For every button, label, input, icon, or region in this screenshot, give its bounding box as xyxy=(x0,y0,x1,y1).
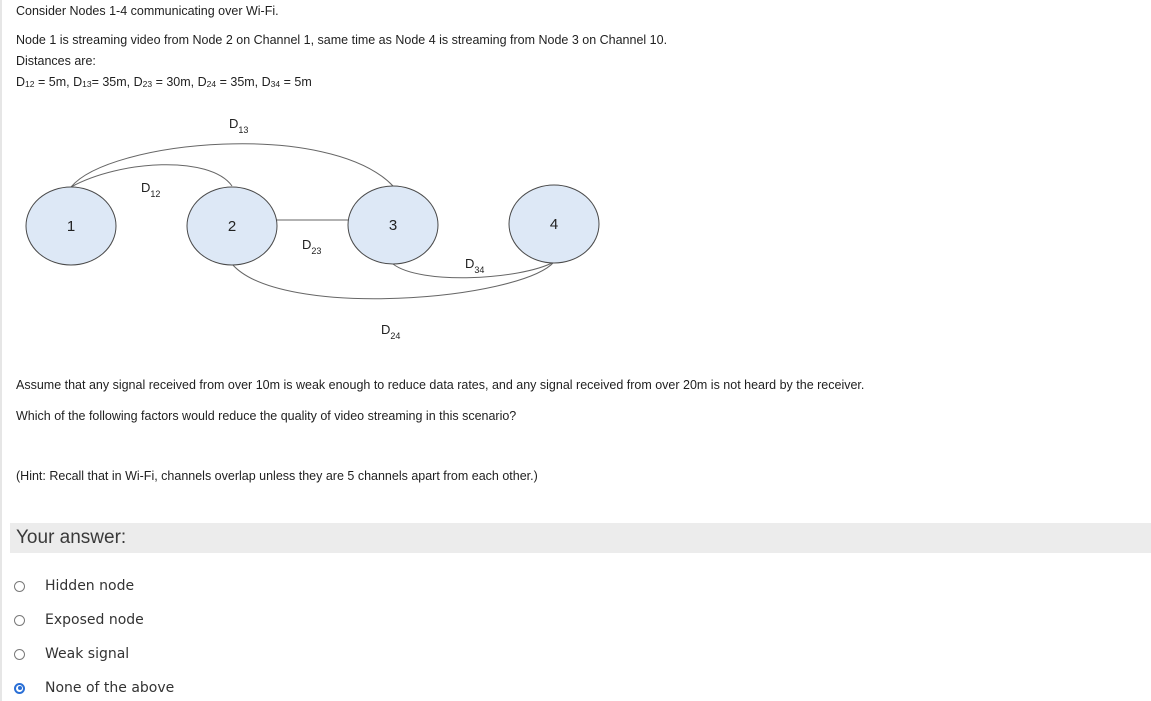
distance-d23: $D_{23} = 30m$, xyxy=(133,75,198,89)
label-d13: $D_{13}$ xyxy=(229,116,249,135)
svg-text:2: 2 xyxy=(227,218,237,235)
network-diagram xyxy=(0,100,640,360)
node-3 xyxy=(348,186,438,264)
svg-text:1: 1 xyxy=(66,218,76,235)
option-weak-signal[interactable] xyxy=(14,644,129,664)
radio-weak-signal[interactable] xyxy=(14,649,25,660)
label-d23: $D_{23}$ xyxy=(302,237,322,256)
label-d24: $D_{24}$ xyxy=(381,322,401,341)
question-scenario: Node 1 is streaming video from Node 2 on Channel 1, same time as Node 4 is streaming from Node 3 on Channel 10. xyxy=(16,33,668,47)
question-prompt: Which of the following factors would reduce the quality of video streaming in this scenario? xyxy=(16,409,517,423)
answer-header xyxy=(10,523,1151,553)
node-2 xyxy=(187,187,277,265)
question-distances-heading: Distances are: xyxy=(16,54,96,68)
option-label: Hidden node xyxy=(45,578,135,594)
edge-d13 xyxy=(71,144,393,187)
option-label: Exposed node xyxy=(45,612,144,628)
option-label: None of the above xyxy=(45,680,175,696)
option-hidden-node[interactable] xyxy=(14,576,134,596)
edge-d24 xyxy=(232,262,554,299)
option-label: Weak signal xyxy=(45,646,130,662)
distance-d34: $D_{34} = 5m$ xyxy=(261,75,312,89)
node-4 xyxy=(509,185,599,263)
option-exposed-node[interactable] xyxy=(14,610,144,630)
edge-d12 xyxy=(71,165,232,187)
node-1 xyxy=(26,187,116,265)
distance-d24: $D_{24} = 35m$, xyxy=(197,75,262,89)
radio-hidden-node[interactable] xyxy=(14,581,25,592)
label-d34: $D_{34}$ xyxy=(465,256,485,275)
option-none-of-the-above[interactable] xyxy=(14,678,174,698)
svg-text:3: 3 xyxy=(388,217,398,234)
distance-d13: $D_{13}= 35m$, xyxy=(73,75,134,89)
question-hint: (Hint: Recall that in Wi-Fi, channels overlap unless they are 5 channels apart from each other.) xyxy=(16,469,538,483)
svg-text:4: 4 xyxy=(549,216,559,233)
question-assumption: Assume that any signal received from over 10m is weak enough to reduce data rates, and any signal received from over 20m is not heard by the receiver. xyxy=(16,378,865,392)
radio-none-of-the-above[interactable] xyxy=(14,683,25,694)
radio-exposed-node[interactable] xyxy=(14,615,25,626)
answer-title: Your answer: xyxy=(16,527,127,548)
distance-d12: $D_{12} = 5m$, xyxy=(16,75,74,89)
question-intro: Consider Nodes 1-4 communicating over Wi-Fi. xyxy=(16,4,279,18)
question-distances-list xyxy=(16,74,312,92)
label-d12: $D_{12}$ xyxy=(141,180,161,199)
